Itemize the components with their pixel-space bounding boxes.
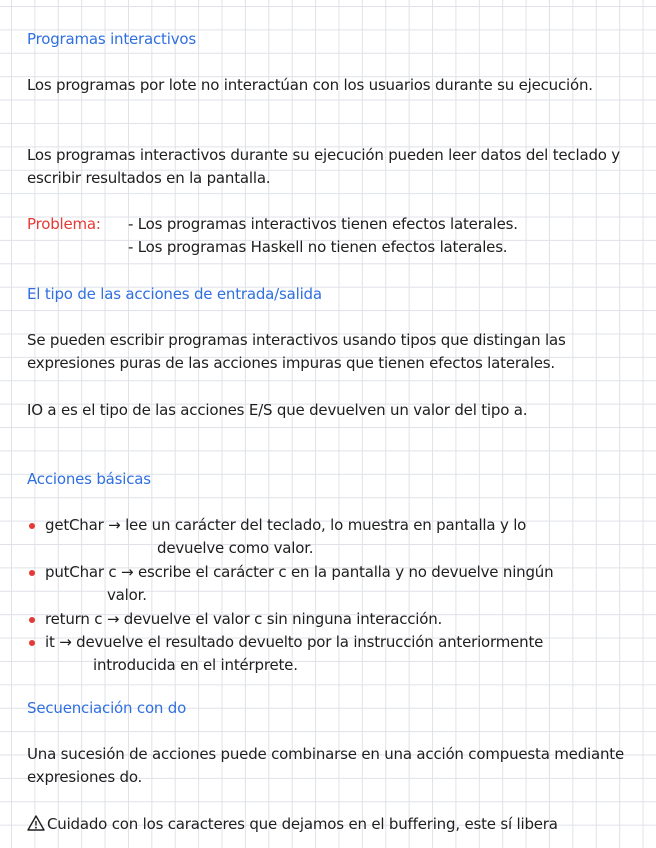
warning-line <box>27 813 644 836</box>
paragraph-io-a: IO a es el tipo de las acciones E/S que devuelven un valor del tipo a. <box>27 401 528 419</box>
heading-tipo-acciones: El tipo de las acciones de entrada/salida <box>27 285 322 303</box>
paragraph-sucesion: Una sucesión de acciones puede combinarse en una acción compuesta mediante expresiones do. <box>27 745 624 787</box>
getchar-line-1: getChar → lee un carácter del teclado, lo muestra en pantalla y lo <box>45 516 527 534</box>
heading-programas-interactivos: Programas interactivos <box>27 30 196 48</box>
list-item-return <box>27 608 644 631</box>
paragraph-programas-interactivos: Los programas interactivos durante su ejecución pueden leer datos del teclado y escribir resultados en la pantalla. <box>27 146 620 188</box>
warning-icon <box>27 815 45 831</box>
problema-label: Problema: <box>27 215 101 233</box>
it-line-1: it → devuelve el resultado devuelto por la instrucción anteriormente <box>45 633 544 652</box>
paragraph-tipos: Se pueden escribir programas interactivos usando tipos que distingan las expresiones puras de las acciones impuras que tienen efectos laterales. <box>27 331 566 373</box>
bullet-dot <box>29 523 35 529</box>
problema-line-1: - Los programas interactivos tienen efectos laterales. <box>128 215 518 233</box>
list-item-it <box>27 631 644 678</box>
return-line-1: return c → devuelve el valor c sin ninguna interacción. <box>45 609 443 628</box>
bullet-dot <box>29 640 35 646</box>
list-item-putchar <box>27 561 644 608</box>
problema-line-2: - Los programas Haskell no tienen efectos laterales. <box>128 238 508 256</box>
heading-secuenciacion: Secuenciación con do <box>27 699 187 717</box>
putchar-line-1: putChar c → escribe el carácter c en la pantalla y no devuelve ningún <box>45 562 554 581</box>
getchar-line-2: devuelve como valor. <box>157 539 314 558</box>
basic-actions-list-container <box>27 514 644 678</box>
bullet-dot <box>29 570 35 576</box>
it-line-2: introducida en el intérprete. <box>93 656 298 675</box>
list-item-getchar <box>27 514 644 561</box>
paragraph-programas-por-lote: Los programas por lote no interactúan con los usuarios durante su ejecución. <box>27 76 593 94</box>
heading-acciones-basicas: Acciones básicas <box>27 470 151 488</box>
bullet-dot <box>29 617 35 623</box>
putchar-line-2: valor. <box>107 586 147 605</box>
warning-text: Cuidado con los caracteres que dejamos en el buffering, este sí libera <box>47 815 558 833</box>
basic-actions-list <box>27 514 644 678</box>
